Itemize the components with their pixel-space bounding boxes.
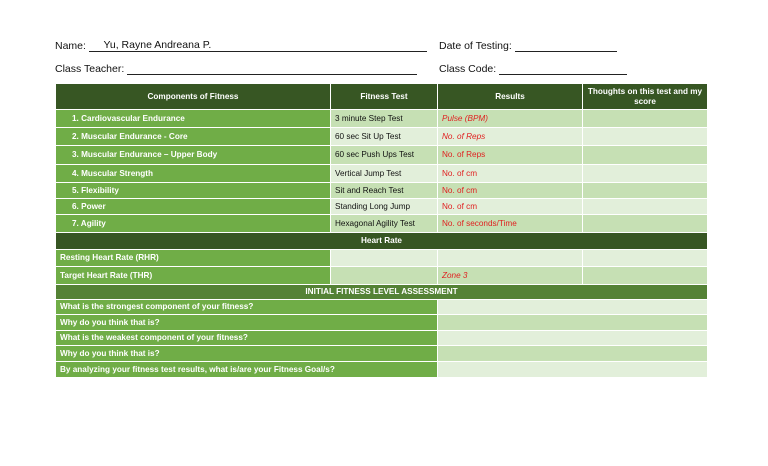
assessment-answer[interactable] [438,362,708,378]
thr-test-cell[interactable] [331,267,438,285]
thoughts-cell[interactable] [583,146,708,165]
assessment-answer[interactable] [438,346,708,362]
thoughts-cell[interactable] [583,165,708,183]
fitness-test: Sit and Reach Test [331,183,438,199]
col-header-components: Components of Fitness [56,84,331,110]
component-label: 4. Muscular Strength [56,165,331,183]
teacher-label: Class Teacher: [55,63,125,75]
name-label: Name: [55,40,86,52]
component-label: 7. Agility [56,215,331,233]
component-label: 3. Muscular Endurance – Upper Body [56,146,331,165]
thoughts-cell[interactable] [583,215,708,233]
col-header-results: Results [438,84,583,110]
name-value-line[interactable] [89,40,427,52]
thoughts-cell[interactable] [583,183,708,199]
result-cell[interactable]: No. of cm [438,165,583,183]
assessment-question: Why do you think that is? [56,315,438,331]
fitness-test: 60 sec Push Ups Test [331,146,438,165]
assessment-question: What is the weakest component of your fitness? [56,331,438,346]
table-row [56,250,708,267]
result-cell[interactable]: Pulse (BPM) [438,110,583,128]
heart-rate-header-row [56,233,708,250]
thr-result-cell[interactable]: Zone 3 [438,267,583,285]
table-header-row [56,84,708,110]
rhr-label: Resting Heart Rate (RHR) [56,250,331,267]
assessment-header-row [56,285,708,300]
name-field [55,40,427,52]
component-label: 6. Power [56,199,331,215]
assessment-question: Why do you think that is? [56,346,438,362]
table-row [56,110,708,128]
fitness-table [55,83,708,378]
result-cell[interactable]: No. of Reps [438,146,583,165]
thr-label: Target Heart Rate (THR) [56,267,331,285]
fitness-test: 3 minute Step Test [331,110,438,128]
teacher-value-line[interactable] [127,63,417,75]
assessment-title: INITIAL FITNESS LEVEL ASSESSMENT [56,285,708,300]
table-row [56,199,708,215]
heart-rate-title: Heart Rate [56,233,708,250]
result-cell[interactable]: No. of cm [438,199,583,215]
table-row [56,215,708,233]
component-label: 2. Muscular Endurance - Core [56,128,331,146]
thoughts-cell[interactable] [583,199,708,215]
assessment-answer[interactable] [438,331,708,346]
table-row [56,146,708,165]
assessment-question: What is the strongest component of your fitness? [56,300,438,315]
result-cell[interactable]: No. of seconds/Time [438,215,583,233]
code-field [439,63,627,75]
rhr-result-cell[interactable] [438,250,583,267]
assessment-answer[interactable] [438,300,708,315]
table-row [56,315,708,331]
table-row [56,183,708,199]
thoughts-cell[interactable] [583,110,708,128]
component-label: 1. Cardiovascular Endurance [56,110,331,128]
result-cell[interactable]: No. of cm [438,183,583,199]
fitness-test: Hexagonal Agility Test [331,215,438,233]
col-header-test: Fitness Test [331,84,438,110]
table-row [56,362,708,378]
table-row [56,128,708,146]
code-value-line[interactable] [499,63,627,75]
table-row [56,300,708,315]
date-value-line[interactable] [515,40,617,52]
date-field [439,40,617,52]
name-value: Yu, Rayne Andreana P. [103,39,212,51]
teacher-field [55,63,417,75]
col-header-thoughts: Thoughts on this test and my score [583,84,708,110]
fitness-test: Standing Long Jump [331,199,438,215]
result-cell[interactable]: No. of Reps [438,128,583,146]
assessment-answer[interactable] [438,315,708,331]
code-label: Class Code: [439,63,497,75]
table-row [56,331,708,346]
thr-thoughts-cell[interactable] [583,267,708,285]
rhr-test-cell[interactable] [331,250,438,267]
date-label: Date of Testing: [439,40,512,52]
fitness-test: 60 sec Sit Up Test [331,128,438,146]
table-row [56,165,708,183]
assessment-question: By analyzing your fitness test results, what is/are your Fitness Goal/s? [56,362,438,378]
table-row [56,267,708,285]
thoughts-cell[interactable] [583,128,708,146]
rhr-thoughts-cell[interactable] [583,250,708,267]
table-row [56,346,708,362]
fitness-test: Vertical Jump Test [331,165,438,183]
component-label: 5. Flexibility [56,183,331,199]
